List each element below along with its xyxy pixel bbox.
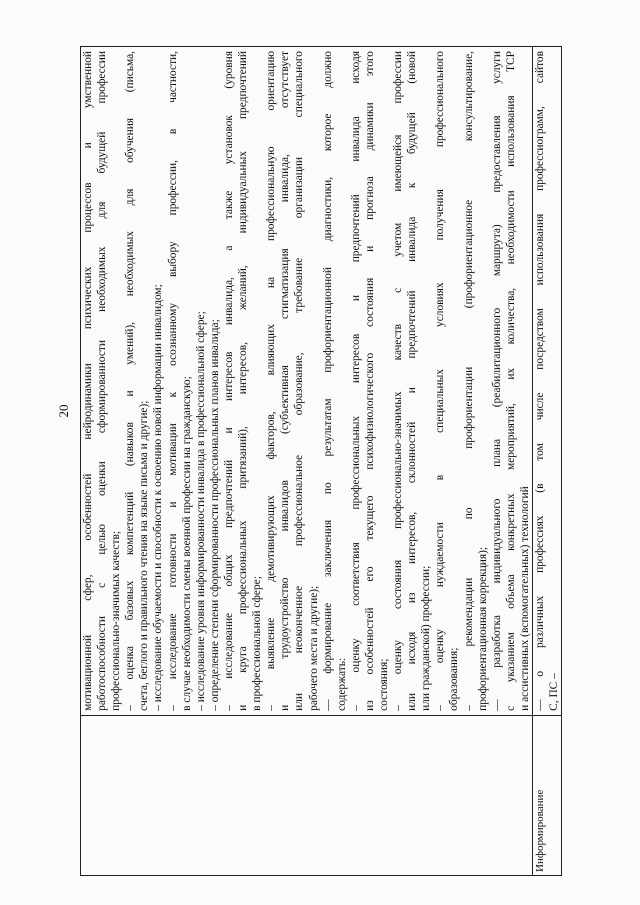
page-number: 20 [56,404,71,418]
content-table [80,46,562,876]
text-line: С, ПС – [548,673,561,711]
text-line: – исследование готовности и мотивации к осознанному выбору профессии, в частности, [166,51,179,711]
section-text-cell [533,47,562,716]
text-line: – оценку соответствия профессиональных интересов и предпочтений инвалида исходя [349,51,362,711]
text-line: или исходя из интересов, склонностей и предпочтений инвалида к будущей (новой [406,51,419,711]
table-row [81,47,533,876]
text-line: в профессиональной сфере; [251,576,264,711]
text-line: содержать: [335,657,348,711]
text-line: профессионально-значимых качеств; [110,530,123,711]
text-line: состояния; [377,658,390,711]
section-text-cell [81,47,533,716]
text-line: мотивационной сфер, особенностей нейродинамики психических процессов и умственной [82,51,94,711]
section-label: Информирование [534,789,546,872]
section-label-cell [533,715,562,875]
text-line: — разработка индивидуального плана (реабилитационного маршрута) предоставления услуги [490,51,503,711]
text-line: – исследование общих предпочтений и интересов инвалида, а также установок (уровня [222,51,235,711]
rotated-content [54,46,602,876]
text-line: с указанием объема конкретных мероприятий, их количества, необходимости использования ТСР [504,51,517,711]
text-line: или гражданской) профессии; [420,565,433,711]
text-line: или неоконченное профессиональное образование, требование организации специального [293,51,306,711]
text-line: и трудоустройство инвалидов (субъективная стигматизация инвалида, отсутствует [279,51,292,711]
text-line: профориентационная коррекция); [476,546,489,711]
text-line: – рекомендации по профориентации (профориентационное консультирование, [462,51,475,711]
text-line: – оценка базовых компетенций (навыков и умений), необходимых для обучения (письма, [124,51,137,711]
text-line: — формирование заключения по результатам профориентационной диагностики, которое должно [321,51,334,711]
text-line: образования; [448,647,461,711]
text-line: из особенностей его текущего психофизиологического состояния и прогноза динамики этого [363,51,376,711]
text-line: – выявление демотивирующих факторов, влияющих на профессиональную ориентацию [265,51,278,711]
text-line: рабочего места и другие); [307,585,320,711]
text-line: – исследование уровня информированности инвалида в профессиональной сфере; [194,311,207,711]
text-line: счета, беглого и правильного чтения на языке письма и другие); [138,400,151,711]
text-line: – оценку нуждаемости в специальных условиях получения профессионального [434,51,447,711]
text-line: – исследование обучаемости и способности к освоению новой информации инвалидом; [152,284,165,711]
section-label-cell [81,715,533,875]
text-line: и круга профессиональных притязаний), интересов, желаний, индивидуальных предпочтений [237,51,250,711]
table-row [533,47,562,876]
text-line: и ассистивных (вспомогательных) технологий [518,486,531,711]
text-line: работоспособности с целью оценки сформированности необходимых для будущей профессии [96,51,109,711]
table-body [81,47,562,876]
text-line: в случае необходимости смены военной профессии на гражданскую; [180,376,193,711]
section-label [81,716,83,875]
text-line: – оценку состояния профессионально-значимых качеств с учетом имеющейся профессии [392,51,405,711]
text-line: – определение степени сформированности профессиональных планов инвалида; [208,319,221,711]
text-line: — о различных профессиях (в том числе посредством использования профессиограмм, сайтов [534,51,546,711]
